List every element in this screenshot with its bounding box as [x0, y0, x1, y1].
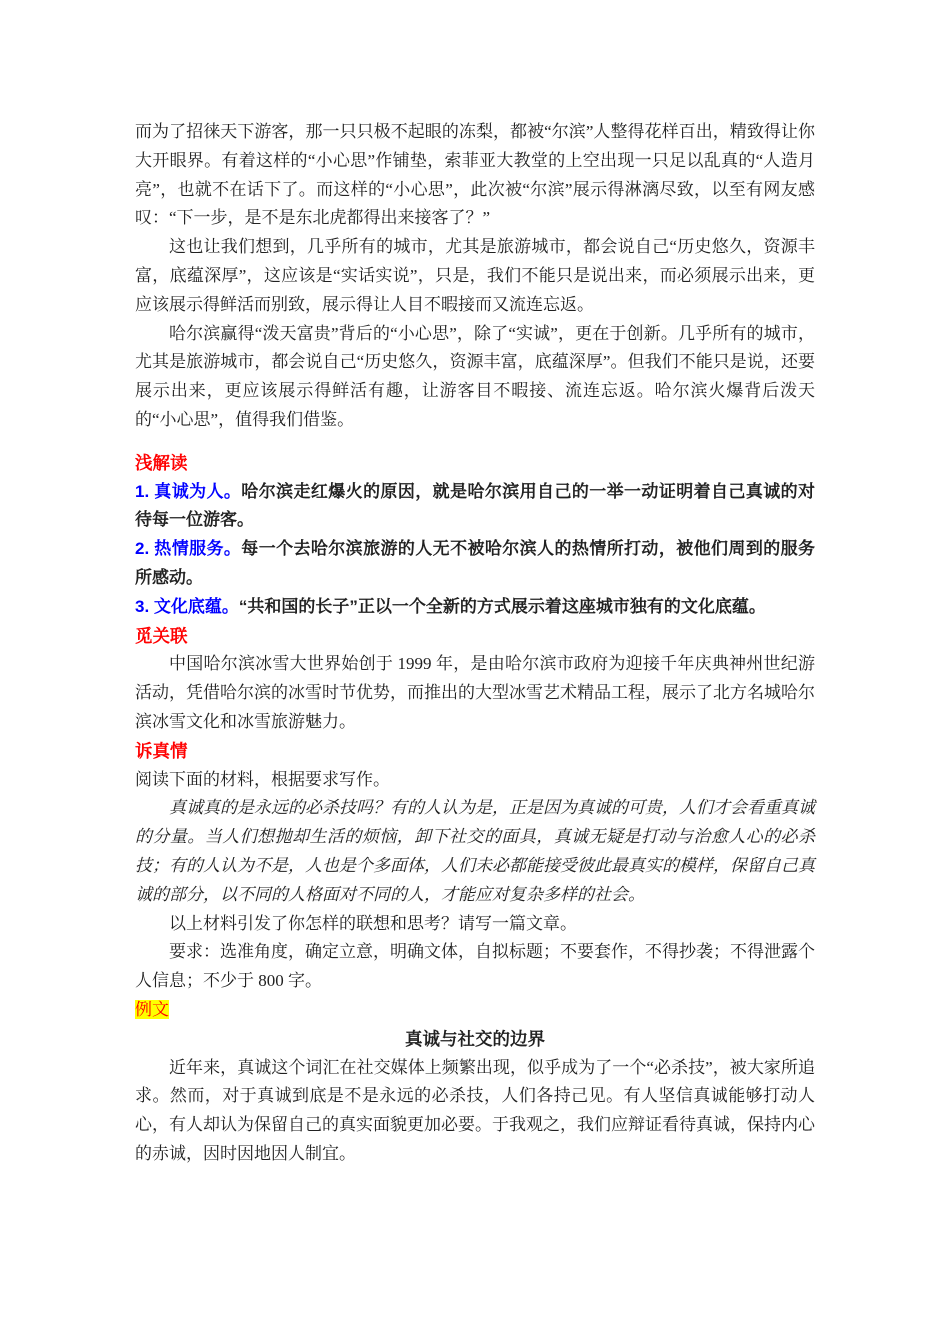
analysis-item-3: [135, 593, 815, 622]
section-heading-truth: 诉真情: [135, 740, 188, 761]
example-tag-highlight: 例文: [135, 999, 169, 1019]
analysis-item-1-text: 哈尔滨走红爆火的原因，就是哈尔滨用自己的一举一动证明着自己真诚的对待每一位游客。: [135, 481, 816, 530]
paragraph-harbin-frozen-pears: 而为了招徕天下游客，那一只只极不起眼的冻梨，都被“尔滨”人整得花样百出，精致得让你大开眼界。有着这样的“小心思”作铺垫，索菲亚大教堂的上空出现一只足以乱真的“人造月亮”，也就不在话下了。而这样的“小心思”，此次被“尔滨”展示得淋漓尽致，以至有网友感叹：“下一步，是不是东北虎都得出来接客了？”: [135, 122, 815, 228]
example-tag-line: [135, 996, 815, 1025]
paragraph-requirements: 要求：选准角度，确定立意，明确文体，自拟标题；不要套作，不得抄袭；不得泄露个人信息；不少于 800 字。: [135, 942, 815, 991]
document-content: [135, 118, 815, 1169]
analysis-item-3-label: 3. 文化底蕴。: [135, 596, 239, 616]
analysis-item-1: [135, 478, 815, 536]
section-heading-connection: 觅关联: [135, 625, 188, 646]
paragraph-city-reflection: 这也让我们想到，几乎所有的城市，尤其是旅游城市，都会说自己“历史悠久，资源丰富，底蕴深厚”，这应该是“实话实说”，只是，我们不能只是说出来，而必须展示出来，更应该展示得鲜活而别致，展示得让人目不暇接而又流连忘返。: [135, 237, 815, 314]
paragraph-harbin-innovation: 哈尔滨赢得“泼天富贵”背后的“小心思”，除了“实诚”，更在于创新。几乎所有的城市，尤其是旅游城市，都会说自己“历史悠久，资源丰富，底蕴深厚”。但我们不能只是说，还要展示出来，更应该展示得鲜活有趣，让游客目不暇接、流连忘返。哈尔滨火爆背后泼天的“小心思”，值得我们借鉴。: [135, 323, 815, 429]
paragraph-ice-snow-world: 中国哈尔滨冰雪大世界始创于 1999 年，是由哈尔滨市政府为迎接千年庆典神州世纪游活动，凭借哈尔滨的冰雪时节优势，而推出的大型冰雪艺术精品工程，展示了北方名城哈尔滨冰雪文化和冰雪旅游魅力。: [135, 654, 815, 731]
analysis-item-2: [135, 535, 815, 593]
paragraph-material: 真诚真的是永远的必杀技吗？有的人认为是，正是因为真诚的可贵，人们才会看重真诚的分量。当人们想抛却生活的烦恼，卸下社交的面具，真诚无疑是打动与治愈人心的必杀技；有的人认为不是，人也是个多面体，人们未必都能接受彼此最真实的模样，保留自己真诚的部分，以不同的人格面对不同的人，才能应对复杂多样的社会。: [135, 798, 815, 904]
paragraph-writing-instruction: 阅读下面的材料，根据要求写作。: [135, 769, 390, 789]
section-heading-analysis: 浅解读: [135, 452, 188, 473]
essay-title: 真诚与社交的边界: [405, 1028, 545, 1049]
analysis-item-2-text: 每一个去哈尔滨旅游的人无不被哈尔滨人的热情所打动，被他们周到的服务所感动。: [135, 539, 816, 587]
analysis-item-3-text: “共和国的长子”正以一个全新的方式展示着这座城市独有的文化底蕴。: [238, 596, 766, 616]
analysis-item-1-label: 1. 真诚为人。: [135, 481, 242, 501]
paragraph-prompt-question: 以上材料引发了你怎样的联想和思考？请写一篇文章。: [169, 913, 577, 933]
paragraph-essay-intro: 近年来，真诚这个词汇在社交媒体上频繁出现，似乎成为了一个“必杀技”，被大家所追求。然而，对于真诚到底是不是永远的必杀技，人们各持己见。有人坚信真诚能够打动人心，有人却认为保留自己的真实面貌更加必要。于我观之，我们应辩证看待真诚，保持内心的赤诚，因时因地因人制宜。: [135, 1057, 815, 1163]
analysis-item-2-label: 2. 热情服务。: [135, 539, 242, 559]
